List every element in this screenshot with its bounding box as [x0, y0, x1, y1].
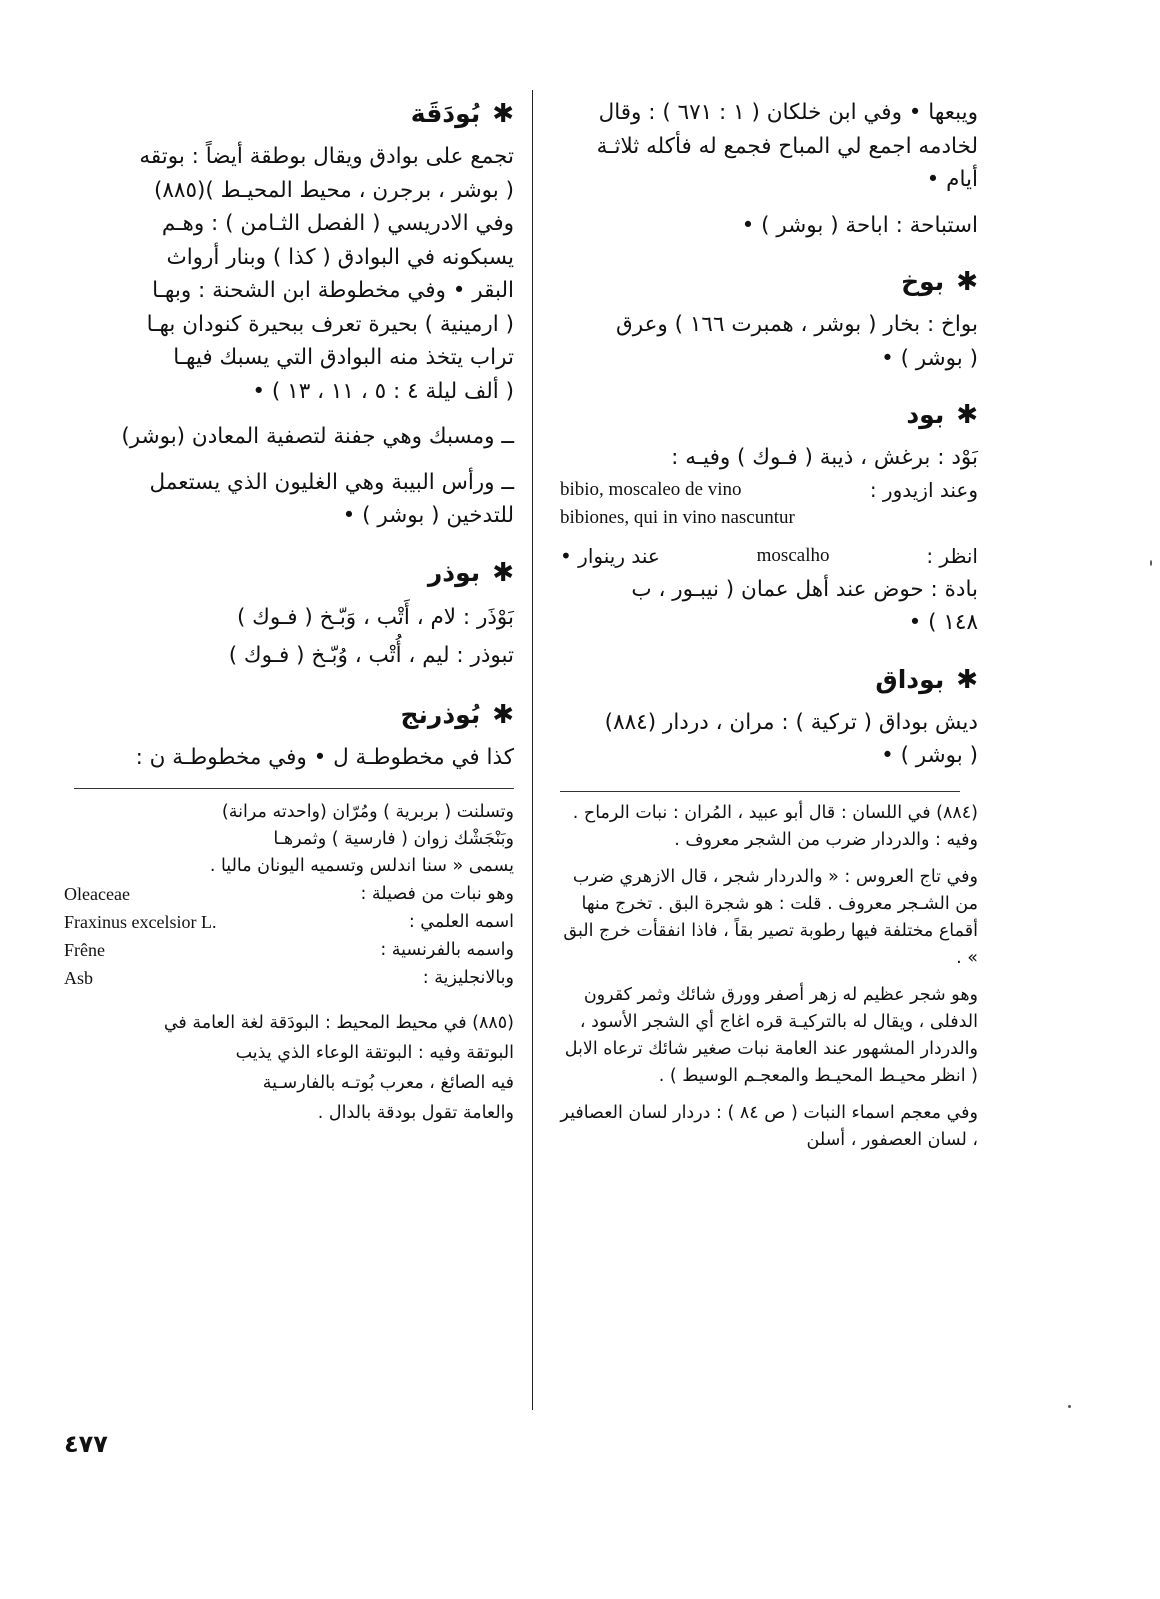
- latin-fragment: moscalho: [756, 544, 830, 566]
- headword: بُوذرنج: [400, 699, 481, 729]
- headword: بوخ: [901, 267, 945, 296]
- footnote-rule: [560, 791, 960, 792]
- text-line: ديش بوداق ( تركية ) : مران ، دردار (٨٨٤): [604, 709, 978, 735]
- taxonomy-label: اسمه العلمي :: [408, 912, 514, 932]
- taxonomy-row: [64, 880, 514, 908]
- headword: بود: [906, 400, 945, 429]
- taxonomy-row: [64, 908, 514, 936]
- entry-heading: [64, 697, 514, 733]
- text-line: لخادمه اجمع لي المباح فجمع له فأكله ثلاثـة: [596, 133, 978, 159]
- asterisk-icon: ✱: [492, 699, 514, 730]
- footnote-line: وتسلنت ( بربرية ) ومُرّان (واحدته مرانة): [221, 802, 514, 822]
- asterisk-icon: ✱: [492, 99, 514, 129]
- scan-speck: [1068, 1405, 1071, 1408]
- text-line: للتدخين ( بوشر ) •: [342, 503, 514, 528]
- left-column: [64, 96, 514, 1128]
- entry-heading: [560, 662, 978, 698]
- text-line: بَوْذَر : لام ، أَتْب ، وَبّـخ ( فـوك ): [236, 604, 514, 630]
- text-line: ــ ورأس البيبة وهي الغليون الذي يستعمل: [149, 469, 514, 495]
- right-column: [560, 96, 978, 1154]
- text-line: بادة : حوض عند أهل عمان ( نيبـور ، ب: [631, 576, 978, 602]
- footnote: (٨٨٤) في اللسان : قال أبو عبيد ، المُران : نبات الرماح . وفيه : والدردار ضرب من الشجر معروف .: [572, 802, 978, 850]
- text-line: وفي الادريسي ( الفصل الثـامن ) : وهـم: [161, 211, 514, 236]
- text-line: ( بوشر ، برجرن ، محيط المحيـط )(٨٨٥): [153, 177, 514, 203]
- text-line: ــ ومسبك وهي جفنة لتصفية المعادن (بوشر): [121, 424, 514, 449]
- page-number: ٤٧٧: [64, 1430, 108, 1458]
- footnote: وهو شجر عظيم له زهر أصفر وورق شائك وثمر كقرون الدفلى ، ويقال له بالتركيـة قره اغاج أي الشجر الأسود ، والدردار المشهور عند العامة نبات صغير شائك ترعاه الابل ( انظر محيـط المحيـط والمعجـم الوسيط ) .: [564, 984, 978, 1086]
- taxonomy-label: وبالانجليزية :: [422, 968, 514, 988]
- text-fragment: انظر :: [926, 543, 978, 568]
- text-line: تبوذر : ليم ، أُتْب ، وُبّـخ ( فـوك ): [228, 642, 514, 668]
- text-line: أيام •: [926, 167, 978, 192]
- entry-heading: [560, 397, 978, 433]
- mixed-line: [560, 539, 978, 573]
- taxonomy-value: Frêne: [64, 940, 105, 960]
- latin-fragment: bibio, moscaleo de vino: [560, 478, 742, 500]
- taxonomy-value: Fraxinus excelsior L.: [64, 912, 217, 932]
- text-line: ١٤٨ ) •: [908, 610, 978, 635]
- taxonomy-label: واسمه بالفرنسية :: [380, 940, 514, 960]
- text-line: بَوْد : برغش ، ذيبة ( فـوك ) وفيـه :: [671, 445, 978, 470]
- footnote-line: والعامة تقول بودقة بالدال .: [317, 1103, 514, 1123]
- footnote-rule: [74, 788, 514, 789]
- headword: بوداق: [875, 664, 945, 694]
- column-divider: [532, 90, 533, 1410]
- text-line: بواخ : بخار ( بوشر ، همبرت ١٦٦ ) وعرق: [616, 312, 978, 337]
- text-line: ( بوشر ) •: [881, 345, 978, 371]
- text-line: تجمع على بوادق ويقال بوطقة أيضاً : بوتقه: [139, 144, 514, 169]
- asterisk-icon: ✱: [492, 557, 514, 588]
- headword: بوذر: [427, 557, 481, 587]
- text-line: تراب يتخذ منه البوادق التي يسبك فيهـا: [173, 345, 514, 370]
- text-line: ( بوشر ) •: [881, 743, 978, 768]
- text-line: ويبعها • وفي ابن خلكان ( ١ : ٦٧١ ) : وقال: [598, 100, 978, 125]
- entry-heading: [560, 264, 978, 300]
- asterisk-icon: ✱: [956, 267, 978, 297]
- footnote: وفي معجم اسماء النبات ( ص ٨٤ ) : دردار لسان العصافير ، لسان العصفور ، أسلن: [560, 1102, 978, 1150]
- text-line: ( ارمينية ) بحيرة تعرف ببحيرة كنودان بهـا: [146, 311, 514, 337]
- mixed-line: [560, 475, 978, 505]
- asterisk-icon: ✱: [956, 664, 978, 695]
- text-fragment: وعند ازيدور :: [869, 477, 978, 502]
- headword: بُودَقَة: [410, 99, 481, 128]
- asterisk-icon: ✱: [956, 400, 978, 430]
- taxonomy-value: Asb: [64, 968, 94, 988]
- text-fragment: عند رينوار •: [560, 543, 660, 568]
- text-line: ( ألف ليلة ٤ : ٥ ، ١١ ، ١٣ ) •: [252, 378, 514, 404]
- footnote-line: فيه الصائغ ، معرب بُوتـه بالفارسـية: [262, 1073, 514, 1093]
- footnote-line: وبَنْجَشْك زوان ( فارسية ) وثمرهـا: [273, 829, 514, 849]
- taxonomy-label: وهو نبات من فصيلة :: [360, 884, 514, 904]
- taxonomy-row: [64, 964, 514, 992]
- footnote: وفي تاج العروس : « والدردار شجر ، قال الازهري ضرب من الشـجر معروف . قلت : هو شجرة البق . تخرج منها أقماع مختلفة فيها رطوبة تصير بقاً ، فاذا انفقأت خرج البق » .: [563, 866, 978, 968]
- latin-line: bibiones, qui in vino nascuntur: [560, 506, 795, 528]
- entry-heading: [64, 555, 514, 591]
- taxonomy-row: [64, 936, 514, 964]
- footnote-line: (٨٨٥) في محيط المحيط : البودَقة لغة العامة في: [163, 1013, 514, 1033]
- text-line: كذا في مخطوطـة ل • وفي مخطوطـة ن :: [135, 744, 514, 770]
- entry-heading: [64, 96, 514, 132]
- scan-speck: [1150, 560, 1152, 566]
- text-line: استباحة : اباحة ( بوشر ) •: [741, 212, 978, 238]
- text-line: البقر • وفي مخطوطة ابن الشحنة : وبهـا: [152, 278, 514, 303]
- taxonomy-value: Oleaceae: [64, 884, 130, 904]
- text-line: يسبكونه في البوادق ( كذا ) وبنار أرواث: [166, 244, 514, 270]
- footnote-line: البوتقة وفيه : البوتقة الوعاء الذي يذيب: [235, 1043, 514, 1063]
- footnote-line: يسمى « سنا اندلس وتسميه اليونان ماليا .: [209, 856, 514, 876]
